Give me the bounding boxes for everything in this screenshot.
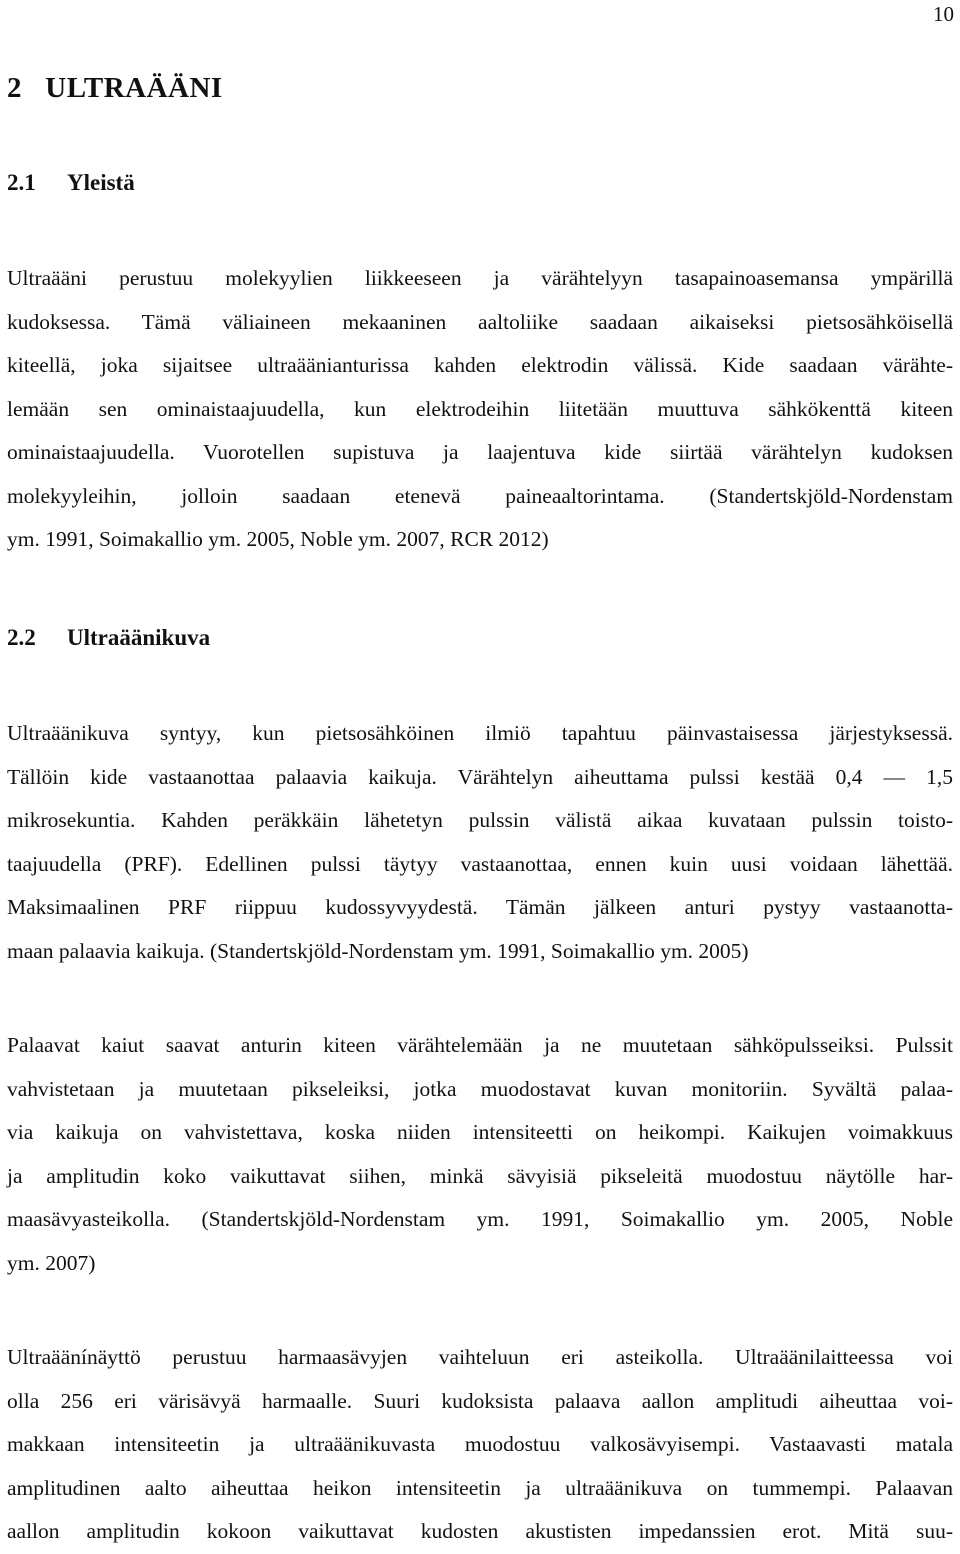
text-line: Tällöin kide vastaanottaa palaavia kaikuja. Värähtelyn aiheuttama pulssi kestää 0,4 — 1,5 bbox=[7, 764, 953, 789]
text-line: makkaan intensiteetin ja ultraäänikuvasta muodostuu valkosävyisempi. Vastaavasti matala bbox=[7, 1432, 953, 1456]
text-line: Ultraäänikuva syntyy, kun pietsosähköinen ilmiö tapahtuu päinvastaisessa järjestyksessä. bbox=[7, 721, 953, 745]
section-heading bbox=[7, 625, 210, 651]
text-line: Ultraäänínäyttö perustuu harmaasävyjen vaihteluun eri asteikolla. Ultraäänilaitteessa voi bbox=[7, 1345, 953, 1369]
text-line: maasävyasteikolla. (Standertskjöld-Nordenstam ym. 1991, Soimakallio ym. 2005, Noble bbox=[7, 1207, 953, 1231]
text-line: Ultraääni perustuu molekyylien liikkeeseen ja värähtelyyn tasapainoasemansa ympärillä bbox=[7, 266, 953, 290]
text-line: taajuudella (PRF). Edellinen pulssi täytyy vastaanottaa, ennen kuin uusi voidaan lähettää. bbox=[7, 851, 953, 876]
text-line: kudoksessa. Tämä väliaineen mekaaninen aaltoliike saadaan aikaiseksi pietsosähköisellä bbox=[7, 309, 953, 334]
paragraph bbox=[7, 1024, 953, 1285]
text-line: ja amplitudin koko vaikuttavat siihen, minkä sävyisiä pikseleitä muodostuu näytölle har- bbox=[7, 1163, 953, 1188]
text-line: mikrosekuntia. Kahden peräkkäin lähetetyn pulssin välistä aikaa kuvataan pulssin toisto- bbox=[7, 808, 953, 832]
paragraph bbox=[7, 712, 953, 973]
section-heading bbox=[7, 170, 135, 196]
text-line: ym. 1991, Soimakallio ym. 2005, Noble ym. 2007, RCR 2012) bbox=[7, 527, 549, 551]
text-line: maan palaavia kaikuja. (Standertskjöld-Nordenstam ym. 1991, Soimakallio ym. 2005) bbox=[7, 938, 749, 963]
section-number: 2.1 bbox=[7, 170, 36, 195]
chapter-title-text: ULTRAÄÄNI bbox=[45, 72, 223, 104]
page-number: 10 bbox=[933, 2, 954, 26]
text-line: ominaistaajuudella. Vuorotellen supistuva ja laajentuva kide siirtää värähtelyn kudoksen bbox=[7, 440, 953, 464]
section-title-text: Ultraäänikuva bbox=[67, 625, 211, 650]
text-line: via kaikuja on vahvistettava, koska niiden intensiteetti on heikompi. Kaikujen voimakkuus bbox=[7, 1120, 953, 1144]
text-line: Maksimaalinen PRF riippuu kudossyvyydestä. Tämän jälkeen anturi pystyy vastaanotta- bbox=[7, 895, 953, 919]
chapter-number: 2 bbox=[7, 72, 22, 104]
text-line: lemään sen ominaistaajuudella, kun elektrodeihin liitetään muuttuva sähkökenttä kiteen bbox=[7, 396, 953, 421]
paragraph bbox=[7, 1336, 953, 1554]
text-line: olla 256 eri värisävyä harmaalle. Suuri kudoksista palaava aallon amplitudi aiheuttaa voi- bbox=[7, 1388, 953, 1413]
text-line: kiteellä, joka sijaitsee ultraäänianturissa kahden elektrodin välissä. Kide saadaan värähte- bbox=[7, 353, 953, 377]
text-line: ym. 2007) bbox=[7, 1250, 96, 1275]
section-title-text: Yleistä bbox=[67, 170, 135, 195]
section-number: 2.2 bbox=[7, 625, 36, 650]
chapter-title bbox=[7, 72, 223, 105]
text-line: amplitudinen aalto aiheuttaa heikon intensiteetin ja ultraäänikuva on tummempi. Palaavan bbox=[7, 1475, 953, 1500]
text-line: Palaavat kaiut saavat anturin kiteen värähtelemään ja ne muutetaan sähköpulsseiksi. Pulssit bbox=[7, 1033, 953, 1057]
text-line: molekyyleihin, jolloin saadaan etenevä paineaaltorintama. (Standertskjöld-Nordenstam bbox=[7, 483, 953, 508]
text-line: vahvistetaan ja muutetaan pikseleiksi, jotka muodostavat kuvan monitoriin. Syvältä palaa- bbox=[7, 1076, 953, 1101]
text-line: aallon amplitudin kokoon vaikuttavat kudosten akustisten impedanssien erot. Mitä suu- bbox=[7, 1519, 953, 1543]
paragraph bbox=[7, 257, 953, 562]
